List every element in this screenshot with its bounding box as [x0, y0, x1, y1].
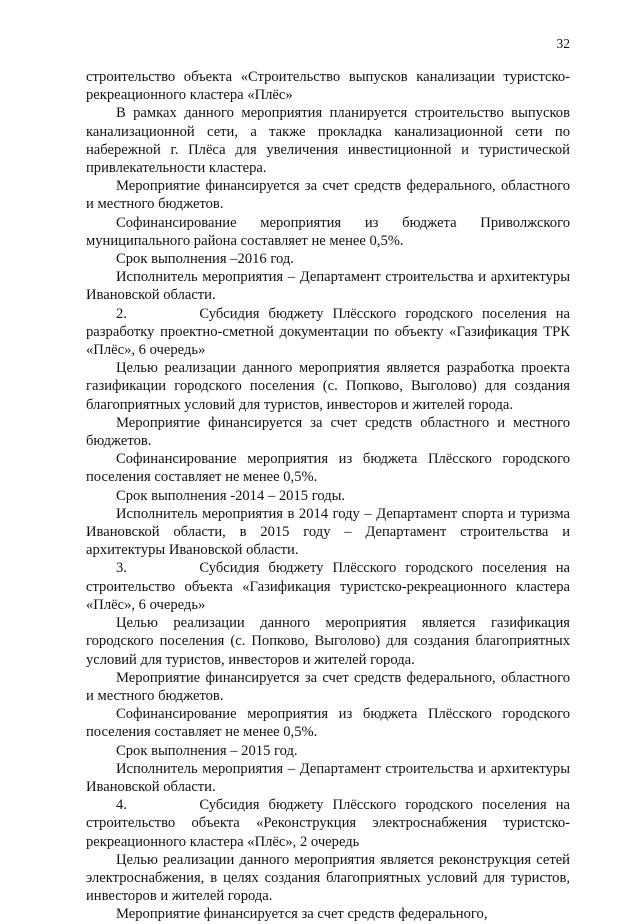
paragraph: Мероприятие финансируется за счет средств федерального, областного и местного бюджетов. [86, 669, 570, 704]
list-item-heading: 4. Субсидия бюджету Плёсского городского поселения на строительство объекта «Реконструкция электроснабжения туристско-рекреационного кластера «Плёс», 2 очередь [86, 797, 570, 850]
paragraph: Исполнитель мероприятия – Департамент строительства и архитектуры Ивановской области. [86, 269, 570, 304]
paragraph: Мероприятие финансируется за счет средств федерального, [116, 906, 488, 923]
paragraph: Целью реализации данного мероприятия является газификация городского поселения (с. Попково, Выголово) для создания благоприятных условий для туристов, инвесторов и жителей города. [86, 615, 570, 668]
paragraph: Мероприятие финансируется за счет средств федерального, областного и местного бюджетов. [86, 178, 570, 213]
page-number: 32 [556, 36, 570, 51]
document-body [86, 68, 570, 924]
paragraph: Исполнитель мероприятия в 2014 году – Департамент спорта и туризма Ивановской области, в 2015 году – Департамент строительства и архитектуры Ивановской области. [86, 505, 570, 559]
paragraph: Срок выполнения -2014 – 2015 годы. [116, 487, 346, 504]
paragraph: Срок выполнения –2016 год. [116, 251, 294, 268]
paragraph: В рамках данного мероприятия планируется строительство выпусков канализационной сети, а также прокладка канализационной сети по набережной г. Плёса для увеличения инвестиционной и туристической привлекательности кластера. [86, 105, 570, 177]
paragraph: Мероприятие финансируется за счет средств областного и местного бюджетов. [86, 414, 570, 450]
paragraph: Срок выполнения – 2015 год. [116, 742, 298, 759]
list-item-heading: 2. Субсидия бюджету Плёсского городского поселения на разработку проектно-сметной документации по объекту «Газификация ТРК «Плёс», 6 очередь» [86, 305, 570, 359]
paragraph: Софинансирование мероприятия из бюджета Плёсского городского поселения составляет не менее 0,5%. [86, 451, 570, 486]
paragraph: Софинансирование мероприятия из бюджета Плёсского городского поселения составляет не менее 0,5%. [86, 706, 570, 741]
paragraph: Целью реализации данного мероприятия является реконструкция сетей электроснабжения, в целях создания благоприятных условий для туристов, инвесторов и жителей города. [86, 851, 570, 905]
paragraph: Софинансирование мероприятия из бюджета Приволжского муниципального района составляет не менее 0,5%. [86, 214, 570, 249]
paragraph: строительство объекта «Строительство выпусков канализации туристско-рекреационного кластера «Плёс» [86, 69, 570, 104]
paragraph: Исполнитель мероприятия – Департамент строительства и архитектуры Ивановской области. [86, 760, 570, 795]
paragraph: Целью реализации данного мероприятия является разработка проекта газификации городского поселения (с. Попково, Выголово) для создания благоприятных условий для туристов, инвесторов и жителей города. [86, 360, 570, 413]
list-item-heading: 3. Субсидия бюджету Плёсского городского поселения на строительство объекта «Газификация туристско-рекреационного кластера «Плёс», 6 очередь» [86, 560, 570, 613]
